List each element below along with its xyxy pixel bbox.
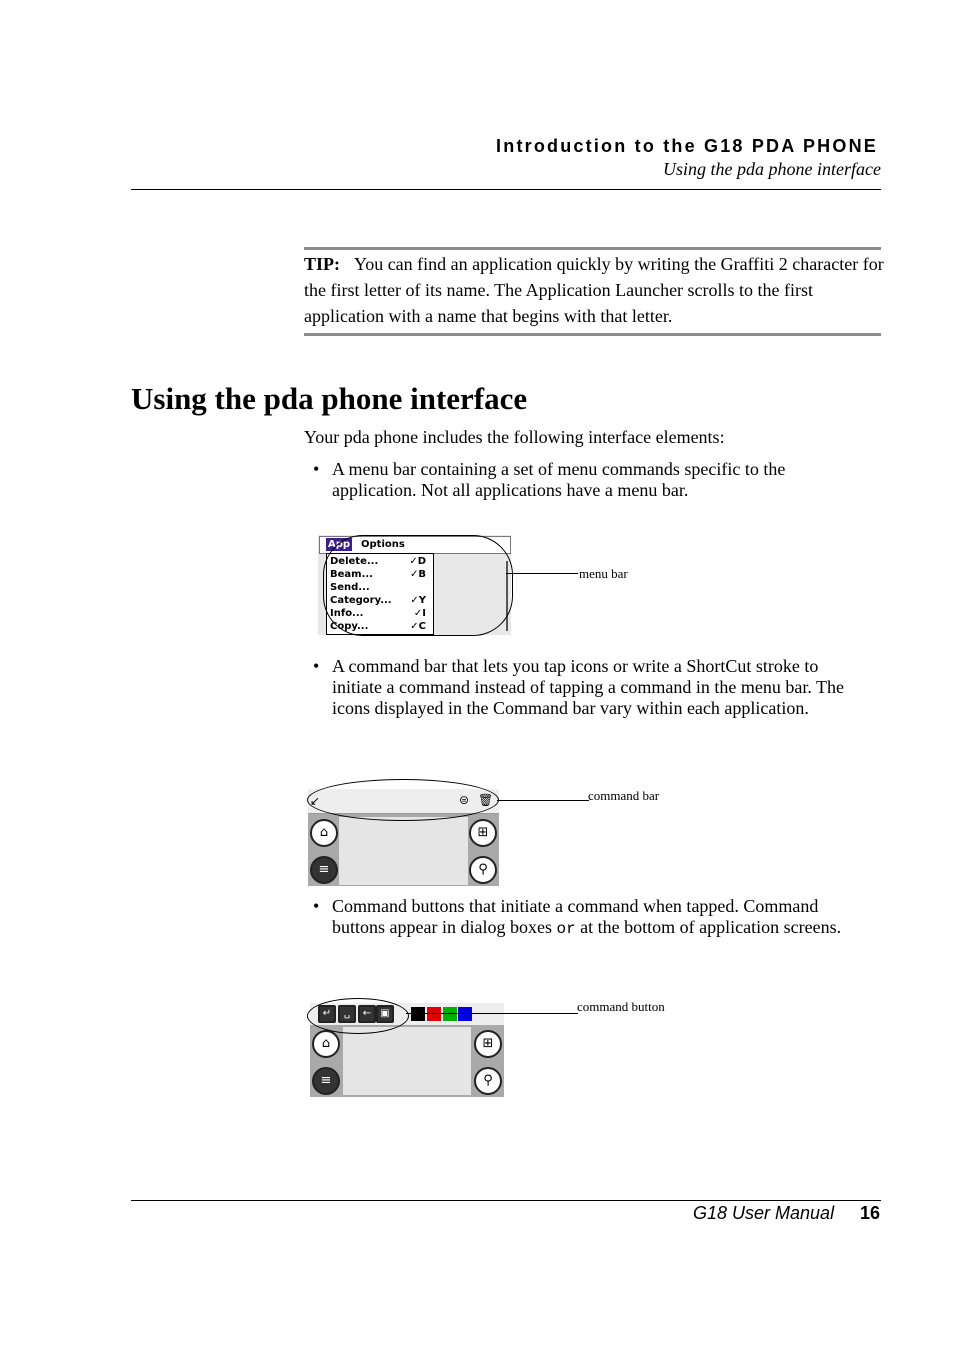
menu-item: Delete... ✓D: [330, 556, 426, 567]
bullet-mark: •: [313, 896, 320, 916]
home-icon: ⌂: [310, 819, 338, 847]
callout-oval: [323, 535, 513, 636]
page-heading: Using the pda phone interface: [131, 381, 528, 416]
color-swatch: [427, 1007, 441, 1021]
find-icon: ⚲: [474, 1067, 502, 1095]
pda-screenshot: [310, 1025, 504, 1097]
callout-oval: [307, 998, 409, 1034]
backspace-icon: ←: [358, 1005, 376, 1023]
section-title: Using the pda phone interface: [663, 159, 881, 179]
intro-paragraph: Your pda phone includes the following interface elements:: [304, 427, 725, 447]
menu-item: Send...: [330, 582, 370, 593]
callout-command-bar: command bar: [588, 788, 660, 803]
callout-line: [506, 573, 578, 574]
menu-item: Category... ✓Y: [330, 595, 426, 606]
tip-top-rule: [304, 247, 881, 250]
tip-bottom-rule: [304, 333, 881, 336]
menu-icon: ≡: [310, 856, 338, 884]
header-rule: [131, 189, 881, 190]
stroke-icon: ↙: [310, 794, 321, 808]
graffiti-area: [343, 1027, 471, 1095]
calc-icon: ⊞: [474, 1030, 502, 1058]
find-icon: ⚲: [469, 856, 497, 884]
menu-item: Info... ✓I: [330, 608, 426, 619]
menu-title-options: Options: [361, 539, 405, 550]
save-icon: ▣: [376, 1005, 394, 1023]
color-swatch: [411, 1007, 425, 1021]
beam-icon: ⊜: [459, 793, 470, 807]
bullet-menu-bar: A menu bar containing a set of menu commands specific to the application. Not all applications have a menu bar.: [332, 459, 786, 500]
bullet-command-bar: A command bar that lets you tap icons or write a ShortCut stroke to initiate a command instead of tapping a command in the menu bar. The icons displayed in the Command bar vary within each application.: [332, 656, 845, 718]
graffiti-area: [339, 817, 468, 885]
enter-icon: ↵: [318, 1005, 336, 1023]
space-icon: ␣: [338, 1005, 356, 1023]
color-swatch: [458, 1007, 472, 1021]
bullet-mark: •: [313, 656, 320, 676]
menu-item: Beam... ✓B: [330, 569, 426, 580]
menu-item: Copy... ✓C: [330, 621, 426, 632]
menu-icon: ≡: [312, 1067, 340, 1095]
callout-menu-bar: menu bar: [579, 566, 628, 581]
menu-title-app: App: [328, 539, 351, 550]
trash-icon: 🗑: [478, 793, 494, 807]
page-number: 16: [860, 1203, 881, 1223]
tip-label: TIP:: [304, 254, 340, 274]
home-icon: ⌂: [312, 1030, 340, 1058]
callout-command-button: command button: [577, 999, 665, 1014]
callout-line: [497, 800, 589, 801]
bullet-mark: •: [313, 459, 320, 479]
footer-rule: [131, 1200, 881, 1201]
callout-oval: [307, 779, 499, 821]
calc-icon: ⊞: [469, 819, 497, 847]
callout-line: [406, 1013, 578, 1014]
bullet-command-buttons: Command buttons that initiate a command when tapped. Command buttons appear in dialog boxes or at the bottom of application screens.: [332, 896, 842, 938]
color-swatch: [443, 1007, 457, 1021]
tip-box: [304, 251, 884, 329]
footer-title: G18 User Manual: [693, 1203, 835, 1223]
tip-text: You can find an application quickly by writing the Graffiti 2 character for the first letter of its name. The Application Launcher scrolls to the first application with a name that begins with that letter.: [304, 254, 884, 326]
chapter-title: Introduction to the G18 PDA PHONE: [496, 136, 878, 156]
